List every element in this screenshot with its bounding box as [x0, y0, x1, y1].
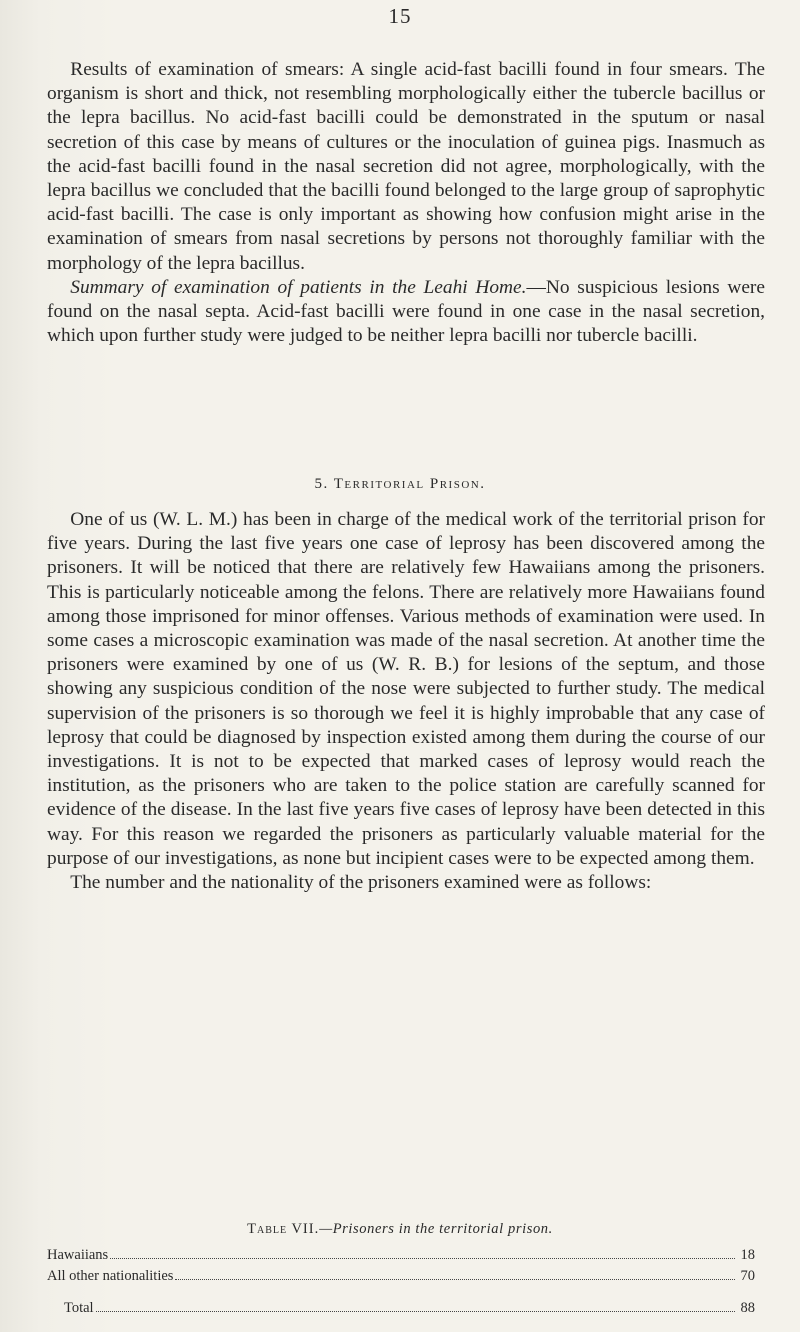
paragraph-prison: One of us (W. L. M.) has been in charge of the medical work of the territorial prison for five years. During the last five years one case of leprosy has been discovered among the prisoners. It will be noticed that there are relatively few Hawaiians among the prisoners. This is particularly noticeable among the felons. There are relatively more Hawaiians found among those imprisoned for minor offenses. Various methods of examination were used. In some cases a microscopic examination was made of the nasal secretion. At another time the prisoners were examined by one of us (W. R. B.) for lesions of the septum, and those showing any suspicious condition of the nose were subjected to further study. The medical supervision of the prisoners is so thorough we feel it is highly improbable that any case of leprosy that could be diagnosed by inspection existed among them during the course of our investigations. It is not to be expected that marked cases of leprosy would reach the institution, as the prisoners who are taken to the police station are carefully scanned for evidence of the disease. In the last five years five cases of leprosy have been detected in this way. For this reason we regarded the prisoners as particularly valuable material for the purpose of our investigations, as none but incipient cases were to be expected among them. — [47, 509, 765, 869]
table-row-label: All other nationalities — [47, 1268, 174, 1284]
paragraph-smear-results: Results of examination of smears: A single acid-fast bacilli found in four smears. The organism is short and thick, not resembling morphologically either the tubercle bacillus or the lepra bacillus. No acid-fast bacilli could be demonstrated in the sputum or nasal secretion of this case by means of cultures or the inoculation of guinea pigs. Inasmuch as the acid-fast bacilli found in the nasal secretion did not agree, morphologically, with the lepra bacillus we concluded that the bacilli found belonged to the large group of saprophytic acid-fast bacilli. The case is only important as showing how confusion might arise in the examination of smears from nasal secretions by persons not thoroughly familiar with the morphology of the lepra bacillus. — [47, 59, 765, 274]
paragraph-table-intro: The number and the nationality of the prisoners examined were as follows: — [70, 872, 652, 894]
summary-heading: Summary of examination of patients in the Leahi Home. — [70, 276, 527, 298]
table-row-label: Hawaiians — [47, 1247, 109, 1263]
section-heading: 5. Territorial Prison. — [314, 476, 486, 492]
dotted-leader — [175, 1278, 734, 1280]
table-total-label: Total — [64, 1300, 94, 1316]
table-total-row — [64, 1300, 755, 1317]
summary-text: —No suspicious lesions were found on the nasal septa. Acid-fast bacilli were found in one case in the nasal secretion, which upon further study were judged to be neither lepra bacilli nor tubercle bacilli. — [47, 276, 765, 347]
page-number: 15 — [388, 4, 412, 28]
table-label: Table VII. — [247, 1221, 320, 1237]
body-text-top — [47, 58, 765, 348]
dotted-leader — [110, 1257, 734, 1259]
table-row-value: 70 — [740, 1268, 755, 1284]
table-row — [47, 1268, 755, 1285]
paragraph-summary — [47, 276, 765, 349]
body-text-prison — [47, 508, 765, 895]
table-total-value: 88 — [740, 1300, 755, 1316]
dotted-leader — [96, 1310, 735, 1312]
table-row — [47, 1247, 755, 1264]
table-row-value: 18 — [740, 1247, 755, 1263]
table-caption — [0, 1221, 800, 1238]
table-title: —Prisoners in the territorial prison. — [319, 1221, 553, 1237]
